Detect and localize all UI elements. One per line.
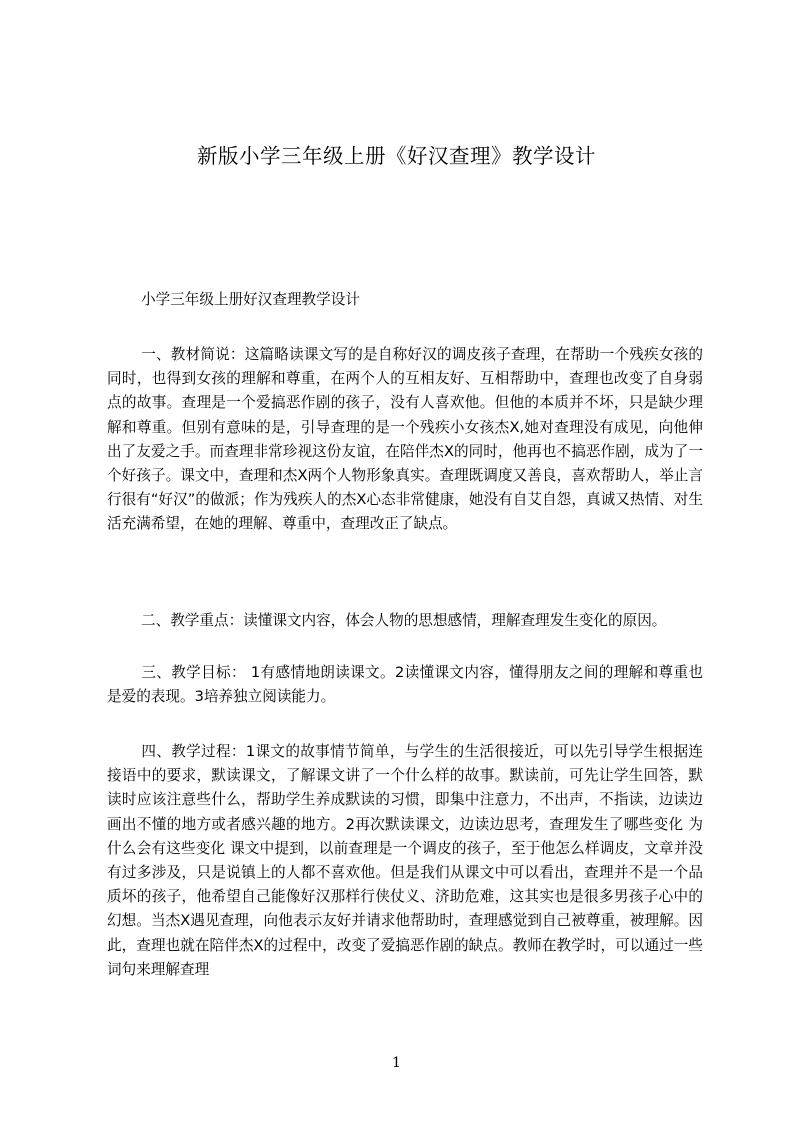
paragraph-text: 二、教学重点：读懂课文内容，体会人物的思想感情，理解查理发生变化的原因。 bbox=[141, 612, 667, 629]
paragraph-text: 四、教学过程：1课文的故事情节简单，与学生的生活很接近，可以先引导学生根据连接语中的要求，默读课文，了解课文讲了一个什么样的故事。默读前，可先让学生回答，默读时应该注意些什么，帮助学生养成默读的习惯，即集中注意力，不出声，不指读，边读边画出不懂的地方或者感兴趣的地方。2再次默读课文，边读边思考，查理发生了哪些变化 为什么会有这些变化 课文中提到，以前查理是一个调皮的孩子，至于他怎么样调皮，文章并没有过多涉及，只是说镇上的人都不喜欢他。但是我们从课文中可以看出，查理并不是一个品质坏的孩子，他希望自己能像好汉那样行侠仗义、济助危难，这其实也是很多男孩子心中的幻想。当杰X遇见查理，向他表示友好并请求他帮助时，查理感觉到自己被尊重，被理解。因此，查理也就在陪伴杰X的过程中，改变了爱搞恶作剧的缺点。教师在教学时，可以通过一些词句来理解查理 bbox=[107, 743, 703, 978]
page-number: 1 bbox=[392, 1055, 401, 1071]
document-title: 新版小学三年级上册《好汉查理》教学设计 bbox=[197, 144, 596, 168]
subtitle-text: 小学三年级上册好汉查理教学设计 bbox=[141, 291, 360, 308]
paragraph-text: 三、教学目标： 1有感情地朗读课文。2读懂课文内容，懂得朋友之间的理解和尊重也是爱的表现。3培养独立阅读能力。 bbox=[107, 664, 703, 706]
paragraph-textbook-overview bbox=[107, 343, 703, 537]
paragraph-text: 一、教材简说：这篇略读课文写的是自称好汉的调皮孩子查理，在帮助一个残疾女孩的同时，也得到女孩的理解和尊重，在两个人的互相友好、互相帮助中，查理也改变了自身弱点的故事。查理是一个爱搞恶作剧的孩子，没有人喜欢他。但他的本质并不坏，只是缺少理解和尊重。但别有意味的是，引导查理的是一个残疾小女孩杰X,她对查理没有成见，向他伸出了友爱之手。而查理非常珍视这份友谊，在陪伴杰X的同时，他再也不搞恶作剧，成为了一个好孩子。课文中，查理和杰X两个人物形象真实。查理既调度又善良，喜欢帮助人，举止言行很有“好汉”的做派；作为残疾人的杰X心态非常健康，她没有自艾自怨，真诚又热情、对生活充满希望，在她的理解、尊重中，查理改正了缺点。 bbox=[107, 346, 703, 533]
paragraph-teaching-process bbox=[107, 740, 703, 982]
paragraph-teaching-focus bbox=[107, 609, 703, 633]
paragraph-teaching-goals bbox=[107, 661, 703, 709]
document-subtitle bbox=[107, 288, 703, 312]
